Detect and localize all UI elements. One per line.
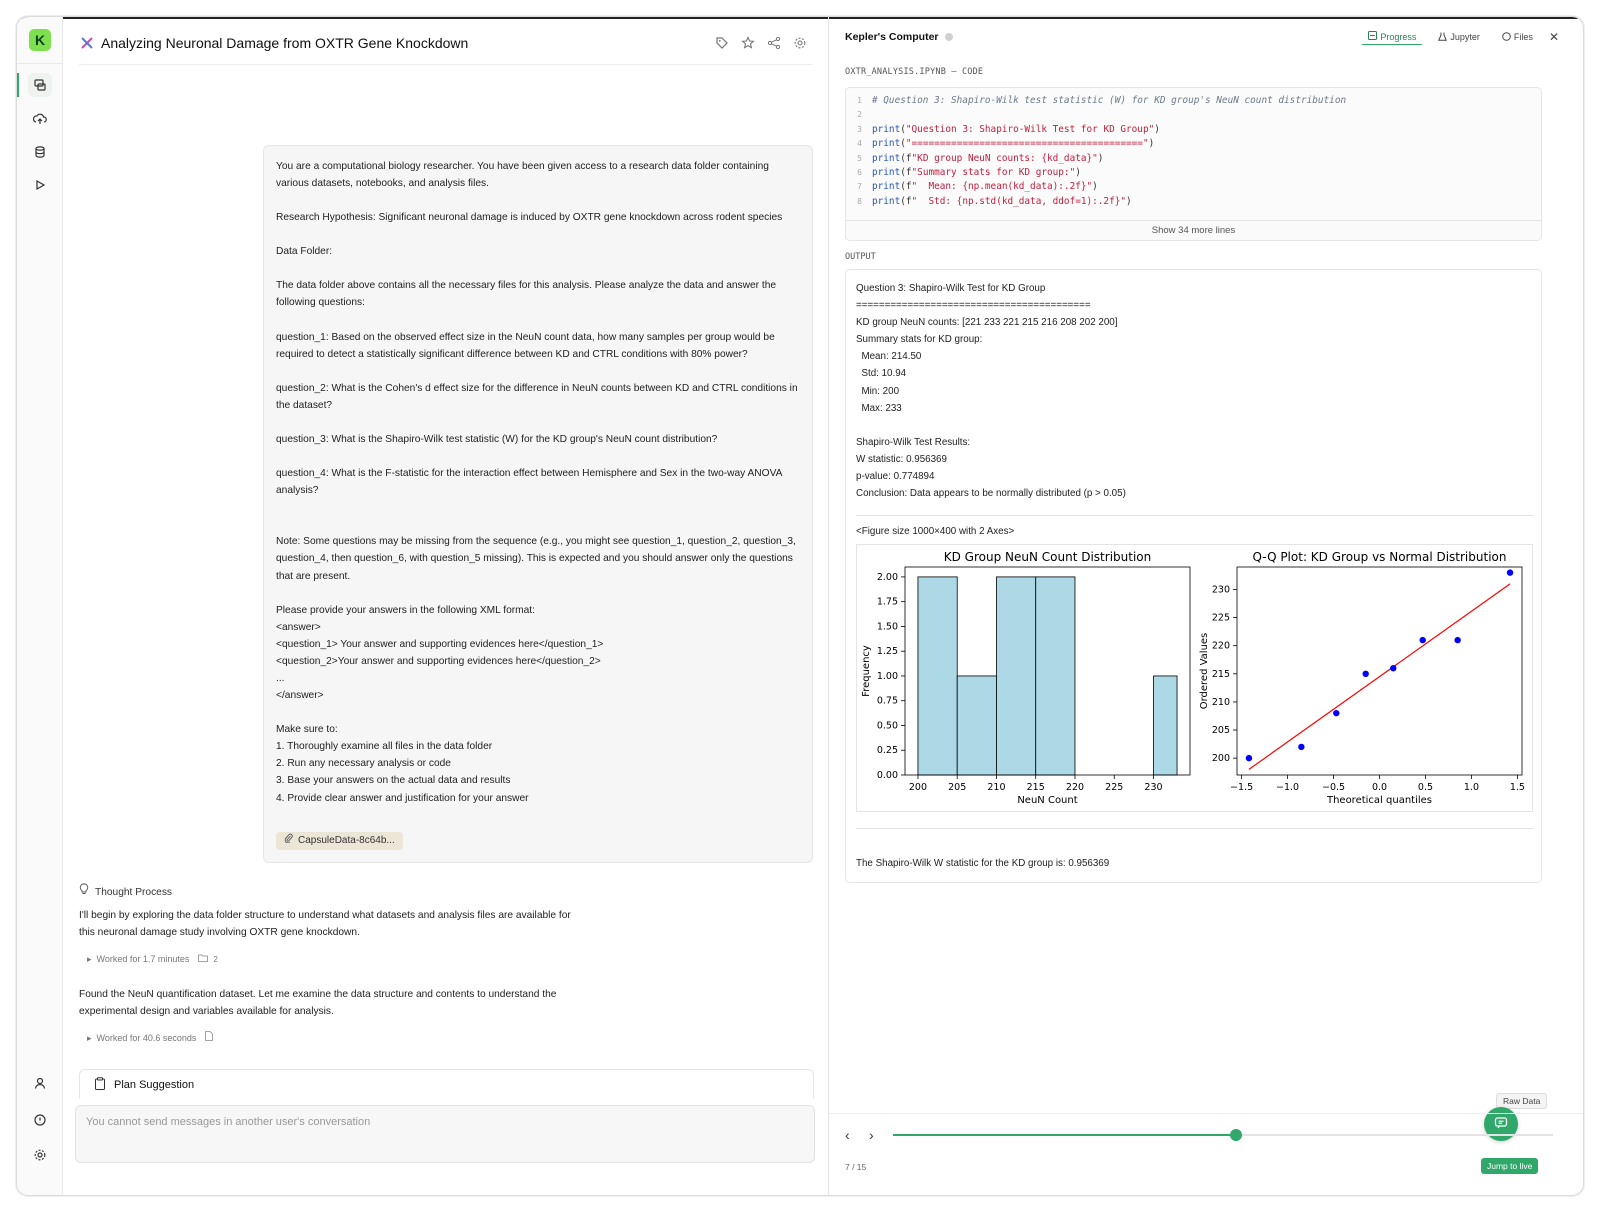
upload-cloud-icon[interactable]: [28, 107, 52, 131]
raw-data-button[interactable]: Raw Data: [1496, 1093, 1547, 1109]
code-text: print(f"Summary stats for KD group:"): [872, 167, 1081, 179]
tab-jupyter[interactable]: [1432, 30, 1486, 45]
qq-fit-line: [1249, 584, 1510, 770]
qq-ytick-label: 220: [1211, 640, 1230, 652]
output-text: Question 3: Shapiro-Wilk Test for KD Group ========================================= KD group NeuN counts: [221 233 221 215 216 208 202 200] Summary stats for KD group: Mean: 214.50 Std: 10.94 Min: 200 Max: 233 Shapiro-Wilk Test Results: W statistic: 0.956369 p-value: 0.774894 Conclusion: Data appears to be normally distributed (p > 0.05): [856, 283, 1126, 500]
hist-ytick-label: 1.00: [876, 670, 898, 682]
status-dot: [945, 33, 953, 41]
lightbulb-icon: [79, 883, 89, 901]
message-paragraph: Please provide your answers in the following XML format: <answer> <question_1> Your answer and supporting evidences here</question_1> <question_2>Your answer and supporting evidences here</question_2> ... </answer>: [276, 604, 604, 702]
jump-to-live-button[interactable]: Jump to live: [1481, 1158, 1538, 1174]
qq-point: [1298, 744, 1304, 750]
notebook-file-label: OXTR_ANALYSIS.IPYNB — CODE: [845, 67, 984, 77]
code-text: print(f" Std: {np.std(kd_data, ddof=1):.2f}"): [872, 195, 1132, 207]
qq-frame: [1237, 567, 1522, 775]
code-text: # Question 3: Shapiro-Wilk test statistic (W) for KD group's NeuN count distribution: [872, 95, 1347, 106]
qq-xlabel: Theoretical quantiles: [1326, 795, 1433, 806]
user-message: [263, 145, 813, 863]
code-line: [846, 166, 1541, 180]
code-line: [846, 180, 1541, 194]
line-number: 5: [857, 153, 862, 163]
qq-point: [1333, 710, 1339, 716]
qq-ytick-label: 215: [1211, 668, 1230, 680]
hist-xtick-label: 200: [908, 782, 928, 793]
conversation-title: [79, 35, 468, 51]
worked-toggle-2[interactable]: [87, 1030, 579, 1047]
file-icon: [205, 1030, 213, 1047]
app-logo[interactable]: K: [29, 29, 51, 51]
hist-ytick-label: 0.00: [876, 770, 898, 781]
show-more-lines-button[interactable]: Show 34 more lines: [846, 220, 1541, 240]
attachment-chip[interactable]: [276, 832, 403, 850]
message-input[interactable]: [75, 1105, 815, 1163]
settings-gear-icon[interactable]: [28, 1143, 52, 1167]
caret-right-icon: ▸: [87, 954, 92, 964]
hist-bar: [996, 577, 1035, 775]
code-text: print("========================================="): [872, 138, 1155, 150]
timeline: [829, 1113, 1584, 1196]
hist-xtick-label: 220: [1065, 782, 1085, 793]
database-icon[interactable]: [28, 140, 52, 164]
qq-point: [1507, 569, 1513, 575]
chevron-right-icon[interactable]: ›: [869, 1127, 874, 1143]
message-paragraph: Data Folder:: [276, 246, 333, 258]
thought-section: [79, 883, 579, 1047]
qq-ytick-label: 225: [1211, 612, 1230, 624]
files-icon: [1502, 32, 1511, 43]
progress-icon: [1368, 31, 1377, 42]
hist-ytick-label: 0.50: [876, 720, 898, 732]
hist-bar: [957, 676, 996, 775]
chat-header: [79, 29, 812, 65]
qq-ytick-label: 230: [1211, 584, 1230, 596]
timeline-progress: [893, 1134, 1236, 1136]
star-icon[interactable]: [740, 35, 756, 51]
hist-ytick-label: 0.25: [876, 745, 898, 757]
code-line: [846, 195, 1541, 209]
tab-files-label: Files: [1513, 32, 1533, 42]
chat-panel: [63, 17, 828, 1195]
left-rail: [17, 17, 63, 1195]
line-number: 1: [857, 96, 862, 105]
message-paragraph: question_3: What is the Shapiro-Wilk test statistic (W) for the KD group's NeuN count distribution?: [276, 433, 718, 445]
tag-icon[interactable]: [714, 35, 730, 51]
app-frame: [16, 16, 1584, 1196]
share-icon[interactable]: [766, 35, 782, 51]
hist-title: KD Group NeuN Count Distribution: [943, 550, 1152, 564]
message-paragraph: You are a computational biology researcher. You have been given access to a research data folder containing various datasets, notebooks, and analysis files.: [276, 161, 772, 190]
qq-point: [1246, 755, 1252, 761]
code-text: print("Question 3: Shapiro-Wilk Test for KD Group"): [872, 123, 1160, 135]
thought-label: Thought Process: [95, 886, 173, 898]
worked-duration-2: Worked for 40.6 seconds: [96, 1033, 197, 1043]
hist-xtick-label: 230: [1144, 782, 1163, 793]
qq-ytick-label: 205: [1211, 725, 1230, 737]
qq-xtick-label: −1.0: [1276, 782, 1300, 793]
code-text: print(f"KD group NeuN counts: {kd_data}"): [872, 152, 1104, 164]
attachment-name: CapsuleData-8c64b...: [298, 835, 395, 846]
message-paragraph: question_4: What is the F-statistic for the interaction effect between Hemisphere and Sex in the two-way ANOVA analysis?: [276, 468, 785, 497]
hist-bar: [918, 577, 957, 775]
hist-xlabel: NeuN Count: [1017, 795, 1078, 806]
qq-ytick-label: 200: [1211, 753, 1230, 765]
tab-progress-label: Progress: [1380, 31, 1417, 42]
line-number: 4: [857, 139, 862, 149]
plan-label: Plan Suggestion: [114, 1078, 195, 1091]
line-number: 8: [857, 196, 862, 206]
message-paragraph: The data folder above contains all the necessary files for this analysis. Please analyze the data and answer the following questions:: [276, 280, 779, 309]
code-line: [846, 137, 1541, 151]
final-answer-text: The Shapiro-Wilk W statistic for the KD group is: 0.956369: [856, 858, 1110, 869]
hist-ylabel: Frequency: [861, 645, 872, 697]
hist-ytick-label: 2.00: [876, 571, 898, 583]
figure: [856, 544, 1533, 812]
line-number: 6: [857, 168, 862, 178]
qq-xtick-label: 0.5: [1417, 782, 1434, 793]
clipboard-icon: [94, 1077, 106, 1093]
output-cell: [845, 269, 1542, 883]
qq-point: [1363, 671, 1369, 677]
code-line: [846, 108, 1541, 122]
hist-ytick-label: 0.75: [876, 695, 898, 707]
qq-xtick-label: 1.5: [1509, 782, 1525, 793]
thought-text: I'll begin by exploring the data folder structure to understand what datasets and analysis files are available for this neuronal damage study involving OXTR gene knockdown.: [79, 910, 571, 938]
hist-bar: [1153, 676, 1177, 775]
code-line: [846, 94, 1541, 108]
flask-icon: [1438, 32, 1447, 43]
code-text: print(f" Mean: {np.mean(kd_data):.2f}"): [872, 181, 1098, 193]
line-number: 2: [857, 110, 862, 120]
hist-xtick-label: 205: [948, 782, 967, 793]
worked-duration-1: Worked for 1.7 minutes: [96, 954, 190, 964]
close-icon[interactable]: ✕: [1548, 30, 1559, 44]
info-circle-icon[interactable]: [28, 1108, 52, 1132]
qq-point: [1420, 637, 1426, 643]
qq-point: [1390, 665, 1396, 671]
qq-xtick-label: −0.5: [1321, 782, 1346, 793]
message-paragraph: Research Hypothesis: Significant neuronal damage is induced by OXTR gene knockdown across rodent species: [276, 212, 783, 224]
hist-xtick-label: 225: [1105, 782, 1124, 793]
message-paragraph: Note: Some questions may be missing from the sequence (e.g., you might see question_1, question_2, question_3, question_4, then question_6, with question_5 missing). This is expected and you should answer only the questions that are present.: [276, 536, 796, 582]
agent-message: Found the NeuN quantification dataset. Let me examine the data structure and contents to understand the experimental design and variables available for analysis.: [79, 989, 557, 1017]
hist-xtick-label: 215: [1026, 782, 1045, 793]
hist-bar: [1036, 577, 1075, 775]
conversation-title-text: Analyzing Neuronal Damage from OXTR Gene Knockdown: [101, 35, 469, 51]
hist-ytick-label: 1.50: [876, 621, 898, 633]
paperclip-icon: [284, 832, 293, 850]
hist-ytick-label: 1.25: [876, 646, 898, 658]
line-number: 7: [857, 182, 862, 192]
message-paragraph: question_2: What is the Cohen's d effect size for the difference in NeuN counts between KD and CTRL conditions in the dataset?: [276, 382, 801, 411]
tab-jupyter-label: Jupyter: [1450, 32, 1480, 42]
message-paragraph: question_1: Based on the observed effect size in the NeuN count data, how many samples per group would be required to detect a statistically significant difference between KD and CTRL conditions with 80% power?: [276, 331, 778, 360]
user-icon[interactable]: [28, 1071, 52, 1095]
figure-label: <Figure size 1000×400 with 2 Axes>: [856, 526, 1015, 537]
hist-ytick-label: 1.75: [876, 596, 898, 608]
step-counter: 7 / 15: [845, 1162, 867, 1172]
message-input-placeholder: You cannot send messages in another user's conversation: [86, 1116, 371, 1128]
code-line: [846, 152, 1541, 166]
qq-ylabel: Ordered Values: [1199, 632, 1210, 710]
dna-icon: [79, 35, 95, 51]
qq-ytick-label: 210: [1211, 696, 1230, 708]
computer-title: Kepler's Computer: [845, 31, 939, 43]
message-paragraph: Make sure to: 1. Thoroughly examine all files in the data folder 2. Run any necessary analysis or code 3. Base your answers on the actual data and results 4. Provide clear answer and justification for your answer: [276, 724, 529, 804]
plan-suggestion[interactable]: [79, 1069, 814, 1099]
line-number: 3: [857, 124, 862, 134]
qq-xtick-label: 1.0: [1463, 782, 1479, 793]
qq-point: [1454, 637, 1460, 643]
output-label: OUTPUT: [845, 252, 876, 262]
qq-xtick-label: −1.5: [1230, 782, 1254, 793]
hist-xtick-label: 210: [987, 782, 1006, 793]
caret-right-icon: ▸: [87, 1033, 92, 1043]
gear-icon[interactable]: [792, 35, 808, 51]
timeline-handle[interactable]: [1230, 1129, 1242, 1141]
play-icon[interactable]: [28, 173, 52, 197]
code-cell: [845, 87, 1542, 241]
worked-toggle-1[interactable]: [87, 951, 579, 968]
worked-file-count: 2: [213, 955, 218, 964]
computer-panel: [828, 17, 1584, 1195]
code-line: [846, 123, 1541, 137]
folder-icon: [198, 951, 208, 968]
tab-files[interactable]: [1496, 30, 1539, 45]
chat-nav-icon[interactable]: [28, 73, 52, 97]
qq-xtick-label: 0.0: [1371, 782, 1388, 793]
qq-title: Q-Q Plot: KD Group vs Normal Distribution: [1252, 550, 1507, 564]
tab-progress[interactable]: [1362, 29, 1422, 45]
chevron-left-icon[interactable]: ‹: [845, 1127, 850, 1143]
timeline-slider[interactable]: [893, 1134, 1553, 1136]
